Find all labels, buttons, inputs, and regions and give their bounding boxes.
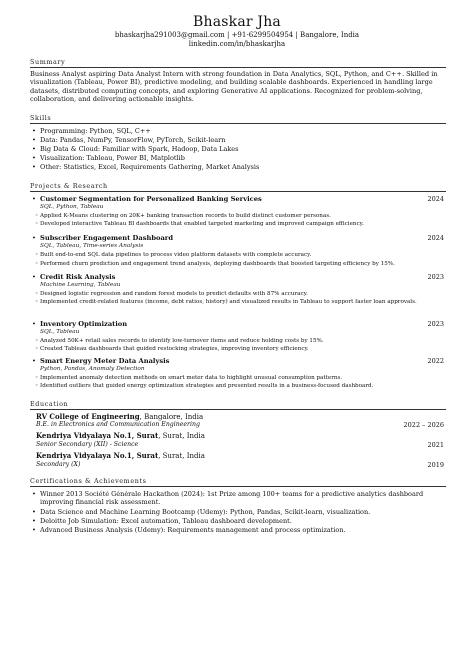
projects-divider <box>30 191 446 192</box>
school-location: , Surat, India <box>158 432 205 440</box>
sub-bullet: ◦ <box>35 346 39 352</box>
school-name: Kendriya Vidyalaya No.1, Surat <box>36 451 159 460</box>
project-title: Customer Segmentation for Personalized Banking Services <box>40 195 262 203</box>
bullet: • <box>32 145 36 153</box>
skill-item: Programming: Python, SQL, C++ <box>40 127 151 135</box>
bullet: • <box>32 195 36 203</box>
sub-bullet: ◦ <box>35 213 39 219</box>
education-year: 2022 – 2026 <box>403 421 444 429</box>
bullet: • <box>32 320 36 328</box>
sub-bullet: ◦ <box>35 338 39 344</box>
summary-text: Business Analyst aspiring Data Analyst Intern with strong foundation in Data Analytics, SQL, Python, and C++. Skilled in visualization (Tableau, Power BI), predictive modeling, and building scalable dashboards. Experienced in handling large datasets, distributed computing concepts, and exploring Generative AI applications. Recognized for problem-solving, collaboration, and delivering actionable insights. <box>30 70 438 103</box>
certification-item: Winner 2013 Société Générale Hackathon (2024): 1st Prize among 100+ teams for a predictive analytics dashboard improving financial risk assessment. <box>40 490 424 507</box>
bullet: • <box>32 357 36 365</box>
bullet: • <box>32 526 36 534</box>
project-tech: SQL, Tableau <box>40 329 80 335</box>
sub-bullet: ◦ <box>35 375 39 381</box>
project-year: 2023 <box>427 273 444 281</box>
skill-item: Visualization: Tableau, Power BI, Matplotlib <box>40 154 185 162</box>
sub-bullet: ◦ <box>35 221 39 227</box>
certification-item: Deloitte Job Simulation: Excel automation, Tableau dashboard development. <box>40 517 292 525</box>
education-detail: B.E. in Electronics and Communication Engineering <box>36 421 200 428</box>
contact-line: bhaskarjha291003@gmail.com | +91-6299504954 | Bangalore, India <box>114 31 360 39</box>
project-bullet: Created Tableau dashboards that guided restocking strategies, improving inventory efficiency. <box>40 346 309 352</box>
bullet: • <box>32 273 36 281</box>
project-bullet: Implemented credit-related features (income, debt ratios, history) and visualized results in Tableau to support faster loan approvals. <box>40 299 417 305</box>
sub-bullet: ◦ <box>35 261 39 267</box>
project-tech: SQL, Tableau, Time-series Analysis <box>40 243 144 249</box>
education-detail: Secondary (X) <box>36 461 81 468</box>
bullet: • <box>32 490 36 498</box>
bullet: • <box>32 163 36 171</box>
projects-heading: Projects & Research <box>30 182 108 190</box>
sub-bullet: ◦ <box>35 252 39 258</box>
bullet: • <box>32 234 36 242</box>
education-detail: Senior Secondary (XII) - Science <box>36 441 139 448</box>
project-title: Smart Energy Meter Data Analysis <box>40 357 170 365</box>
project-title: Inventory Optimization <box>40 320 128 328</box>
project-tech: SQL, Python, Tableau <box>40 204 104 210</box>
project-year: 2024 <box>427 234 444 242</box>
project-bullet: Performed churn prediction and engagement trend analysis, deploying dashboards that boosted targeting efficiency by 15%. <box>40 261 395 267</box>
project-year: 2024 <box>427 195 444 203</box>
bullet: • <box>32 517 36 525</box>
certification-item: Advanced Business Analysis (Udemy): Requirements management and process optimization. <box>40 526 346 534</box>
bullet: • <box>32 154 36 162</box>
project-bullet: Analyzed 50K+ retail sales records to identify low-turnover items and reduce holding costs by 15%. <box>40 338 324 344</box>
project-title: Subscriber Engagement Dashboard <box>40 234 173 242</box>
skill-item: Data: Pandas, NumPy, TensorFlow, PyTorch, Scikit-learn <box>40 136 226 144</box>
certifications-heading: Certifications & Achievements <box>30 477 147 485</box>
skill-item: Big Data & Cloud: Familiar with Spark, Hadoop, Data Lakes <box>40 145 239 153</box>
certification-item: Data Science and Machine Learning Bootcamp (Udemy): Python, Pandas, Scikit-learn, visualization. <box>40 508 371 516</box>
bullet: • <box>32 508 36 516</box>
candidate-name: Bhaskar Jha <box>193 14 281 30</box>
sub-bullet: ◦ <box>35 299 39 305</box>
education-year: 2021 <box>427 441 444 449</box>
education-divider <box>30 409 446 410</box>
school-name: RV College of Engineering <box>36 412 140 421</box>
bullet: • <box>32 127 36 135</box>
linkedin-link[interactable]: linkedin.com/in/bhaskarjha <box>188 40 286 48</box>
skills-divider <box>30 123 446 124</box>
project-tech: Machine Learning, Tableau <box>40 282 121 288</box>
school-name: Kendriya Vidyalaya No.1, Surat <box>36 431 159 440</box>
project-bullet: Designed logistic regression and random forest models to predict defaults with 87% accuracy. <box>40 291 308 297</box>
project-bullet: Implemented anomaly detection methods on smart meter data to highlight unusual consumption patterns. <box>40 375 343 381</box>
sub-bullet: ◦ <box>35 383 39 389</box>
education-entry-title <box>36 412 203 421</box>
skill-item: Other: Statistics, Excel, Requirements Gathering, Market Analysis <box>40 163 260 171</box>
project-bullet: Developed interactive Tableau BI dashboards that enabled targeted marketing and improved campaign efficiency. <box>40 221 364 227</box>
sub-bullet: ◦ <box>35 291 39 297</box>
education-heading: Education <box>30 400 69 408</box>
skills-heading: Skills <box>30 114 52 122</box>
summary-divider <box>30 67 446 68</box>
school-location: , Surat, India <box>158 452 205 460</box>
summary-heading: Summary <box>30 58 66 66</box>
bullet: • <box>32 136 36 144</box>
project-bullet: Applied K-Means clustering on 20K+ banking transaction records to build distinct customer personas. <box>40 213 331 219</box>
project-bullet: Identified outliers that guided energy optimization strategies and presented results in a business-focused dashboard. <box>40 383 374 389</box>
school-location: , Bangalore, India <box>139 413 204 421</box>
project-year: 2023 <box>427 320 444 328</box>
education-entry-title <box>36 451 205 460</box>
education-year: 2019 <box>427 461 444 469</box>
certifications-divider <box>30 486 446 487</box>
project-year: 2022 <box>427 357 444 365</box>
education-entry-title <box>36 431 205 440</box>
project-bullet: Built end-to-end SQL data pipelines to process video platform datasets with complete accuracy. <box>40 252 312 258</box>
project-tech: Python, Pandas, Anomaly Detection <box>40 366 145 372</box>
project-title: Credit Risk Analysis <box>40 273 116 281</box>
